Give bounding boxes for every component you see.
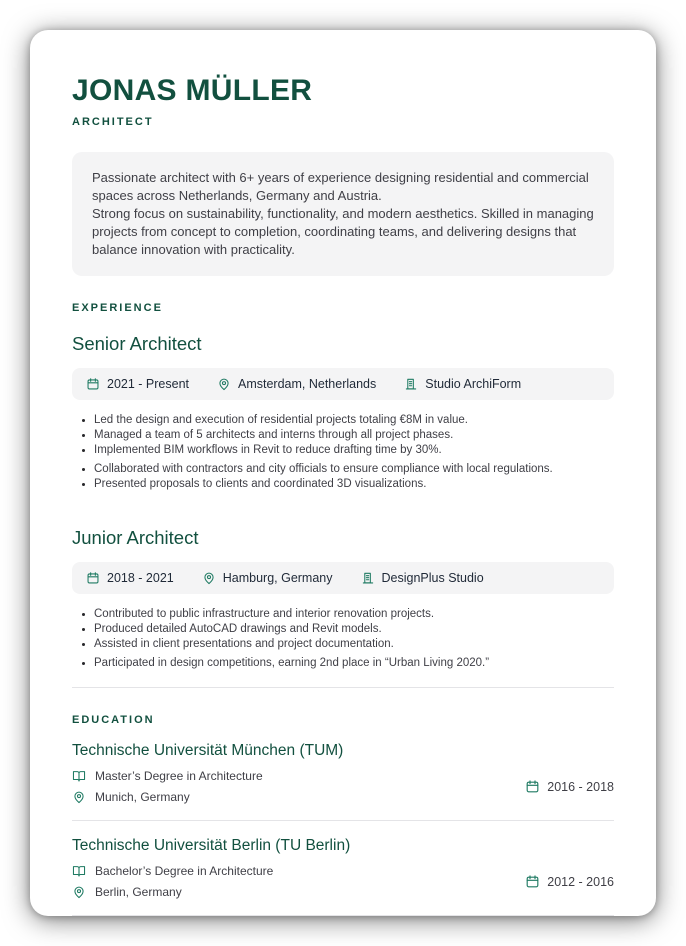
- school-dates-text: 2012 - 2016: [547, 874, 614, 889]
- bullet-item: • Contributed to public infrastructure and interior renovation projects.: [94, 607, 614, 622]
- summary-line-2: Strong focus on sustainability, functionality, and modern aesthetics. Skilled in managing projects from concept to completion, coordinating teams, and delivering designs that balance innovation with practicality.: [92, 206, 594, 257]
- entry-divider: [72, 915, 614, 916]
- bullet-item: • Assisted in client presentations and project documentation.: [94, 637, 614, 652]
- bullet-item: • Collaborated with contractors and city officials to ensure compliance with local regulations.: [94, 462, 614, 477]
- school-location: [72, 885, 273, 899]
- job-meta-row: [72, 368, 614, 400]
- bullet-item: • Presented proposals to clients and coordinated 3D visualizations.: [94, 477, 614, 492]
- summary-line-1: Passionate architect with 6+ years of experience designing residential and commercial spaces across Netherlands, Germany and Austria.: [92, 170, 589, 203]
- map-pin-icon: [72, 790, 86, 804]
- open-book-icon: [72, 769, 86, 783]
- experience-section-label: EXPERIENCE: [72, 302, 163, 314]
- job-bullets: [72, 413, 614, 492]
- resume-card: [30, 30, 656, 916]
- job-location: [217, 377, 376, 391]
- calendar-icon: [525, 874, 540, 889]
- school-dates: [525, 779, 614, 794]
- school-location-text: Berlin, Germany: [95, 885, 182, 899]
- school-details: [72, 864, 614, 899]
- school-degree: [72, 769, 263, 783]
- job-dates-text: 2018 - 2021: [107, 571, 174, 585]
- job-title: Junior Architect: [72, 527, 199, 548]
- school-location: [72, 790, 263, 804]
- job-location: [202, 571, 333, 585]
- name-heading: JONAS MÜLLER: [72, 74, 313, 107]
- building-icon: [404, 377, 418, 391]
- job-title: Senior Architect: [72, 333, 202, 354]
- school-details-left: [72, 864, 273, 899]
- entry-divider: [72, 820, 614, 821]
- school-details: [72, 769, 614, 804]
- school-dates: [525, 874, 614, 889]
- bullet-item: • Produced detailed AutoCAD drawings and Revit models.: [94, 622, 614, 637]
- experience-entry-senior-architect: [72, 332, 614, 492]
- experience-entry-junior-architect: [72, 526, 614, 671]
- calendar-icon: [86, 377, 100, 391]
- bullet-item: • Participated in design competitions, earning 2nd place in “Urban Living 2020.”: [94, 656, 614, 671]
- school-name: Technische Universität Berlin (TU Berlin): [72, 837, 351, 854]
- bullet-item: • Led the design and execution of residential projects totaling €8M in value.: [94, 413, 614, 428]
- school-name: Technische Universität München (TUM): [72, 742, 344, 759]
- school-details-left: [72, 769, 263, 804]
- calendar-icon: [525, 779, 540, 794]
- education-section-label: EDUCATION: [72, 714, 155, 726]
- building-icon: [361, 571, 375, 585]
- school-degree-text: Bachelor’s Degree in Architecture: [95, 864, 274, 878]
- bullet-item: • Managed a team of 5 architects and interns through all project phases.: [94, 428, 614, 443]
- job-dates: [86, 377, 189, 391]
- school-dates-text: 2016 - 2018: [547, 779, 614, 794]
- job-location-text: Amsterdam, Netherlands: [238, 377, 377, 391]
- job-company-text: DesignPlus Studio: [381, 571, 484, 585]
- job-company: [361, 571, 484, 585]
- job-meta-row: [72, 562, 614, 594]
- job-company-text: Studio ArchiForm: [425, 377, 522, 391]
- job-dates: [86, 571, 174, 585]
- job-location-text: Hamburg, Germany: [222, 571, 333, 585]
- school-degree-text: Master’s Degree in Architecture: [95, 769, 263, 783]
- open-book-icon: [72, 864, 86, 878]
- school-location-text: Munich, Germany: [95, 790, 190, 804]
- school-degree: [72, 864, 273, 878]
- job-dates-text: 2021 - Present: [107, 377, 189, 391]
- education-entry-tu-berlin: [72, 836, 614, 899]
- job-company: [404, 377, 521, 391]
- section-divider: [72, 687, 614, 688]
- calendar-icon: [86, 571, 100, 585]
- summary-box: [72, 152, 614, 276]
- map-pin-icon: [217, 377, 231, 391]
- education-entry-tum: [72, 741, 614, 804]
- bullet-item: • Implemented BIM workflows in Revit to reduce drafting time by 30%.: [94, 443, 614, 458]
- role-label: ARCHITECT: [72, 116, 154, 128]
- map-pin-icon: [202, 571, 216, 585]
- map-pin-icon: [72, 885, 86, 899]
- job-bullets: [72, 607, 614, 671]
